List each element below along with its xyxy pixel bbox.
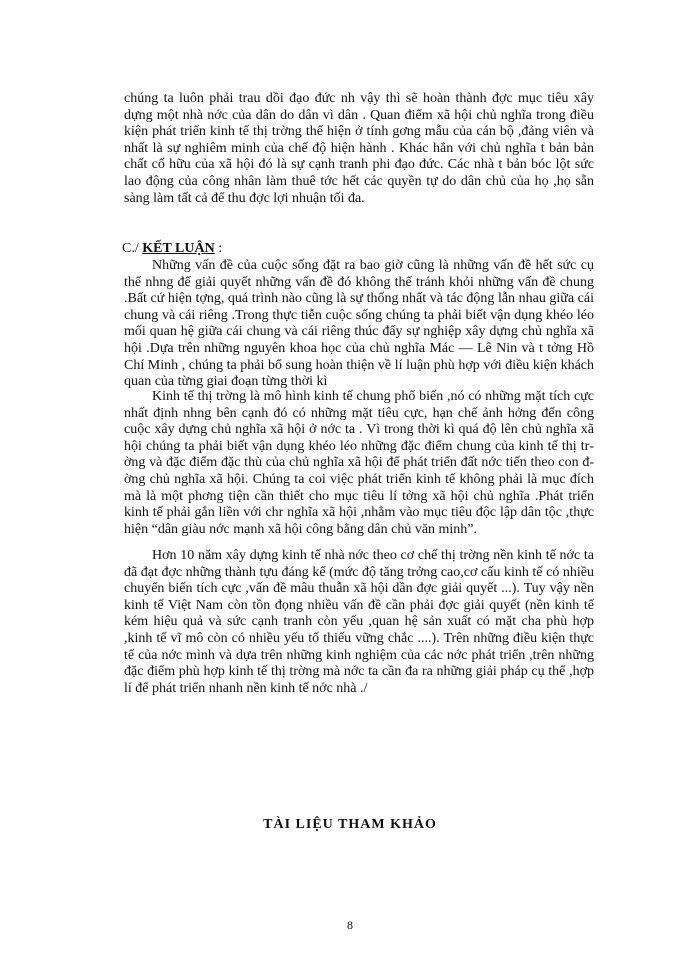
paragraph-3: Hơn 10 năm xây dựng kinh tế nhà nớc theo cơ chế thị trờng nền kinh tế nớc ta đã đạt đợc những thành tựu đáng kể (mức độ tăng trởng cao,cơ cấu kinh tế có nhiều chuyển biến tích cực ,vấn đề mâu thuẫn xã hội dần đợc giải quyết ...). Tuy vậy nền kinh tế Việt Nam còn tồn đọng nhiều vấn đề cần phải đợc giải quyết (nền kinh tế kém hiệu quả và sức cạnh tranh còn yếu ,quan hệ sản xuất có mặt cha phù hợp ,kinh tế vĩ mô còn có nhiều yếu tố thiếu vững chắc ....). Trên những điều kiện thực tế của nớc mình và dựa trên những kinh nghiệm của các nớc phát triển ,trên những đặc điểm phù hợp kinh tế thị trờng mà nớc ta cần đa ra những giải pháp cụ thể ,hợp lí để phát triển nhanh nền kinh tế nớc nhà ./ — [124, 548, 594, 696]
references-title: TÀI LIỆU THAM KHẢO — [263, 817, 437, 832]
page-number: 8 — [347, 918, 353, 932]
conclusion-suffix: : — [214, 241, 223, 256]
conclusion-prefix: C./ — [122, 241, 143, 256]
paragraph-top: chúng ta luôn phải trau dồi đạo đức nh vậy thì sẽ hoàn thành đợc mục tiêu xây dựng một nhà nớc của dân do dân vì dân . Quan điểm xã hội chủ nghĩa trong điều kiện phát triển kinh tế thị trờng thể hiện ở tính gơng mẫu của cán bộ ,đảng viên và nhất là sự nghiêm minh của chế độ hiện hành . Khác hẳn với chủ nghĩa t bản bản chất cố hữu của xã hội đó là sự cạnh tranh phi đạo đức. Các nhà t bản bóc lột sức lao động của công nhân làm thuê tớc hết các quyền tự do dân chủ của họ ,họ sẵn sàng làm tất cả để thu đợc lợi nhuận tối đa. — [124, 91, 594, 206]
paragraph-1: Những vấn đề của cuộc sống đặt ra bao giờ cũng là những vấn đề hết sức cụ thể nhng để giải quyết những vấn đề đó không thể tránh khỏi những vấn đề chung .Bất cứ hiện tợng, quá trình nào cũng là sự thống nhất và tác động lẫn nhau giữa cái chung và cái riêng .Trong thực tiễn cuộc sống chúng ta phải biết vận dụng khéo léo mối quan hệ giữa cái chung và cái riêng thúc đẩy sự nghiệp xây dựng chủ nghĩa xã hội .Dựa trên những nguyên khoa học của chủ nghĩa Mác — Lê Nin và t tởng Hồ Chí Minh , chúng ta phải bổ sung hoàn thiện về lí luận phù hợp với điều kiện khách quan của từng giai đoạn từng thời kì — [124, 258, 594, 390]
conclusion-label: KẾT LUẬN — [142, 241, 215, 256]
conclusion-heading — [122, 241, 222, 257]
paragraph-2: Kinh tế thị trờng là mô hình kinh tế chung phổ biến ,nó có những mặt tích cực nhất định nhng bên cạnh đó có những mặt tiêu cực, hạn chế ảnh hởng đến công cuộc xây dựng chủ nghĩa xã hội ở nớc ta . Vì trong thời kì quá độ lên chủ nghĩa xã hội chúng ta phải biết vận dụng khéo léo những đặc điểm chung của kinh tế thị trờng và đặc điểm đặc thù của chủ nghĩa xã hội để phát triển đất nớc tiến theo con đờng chủ nghĩa xã hội. Chúng ta coi việc phát triển kinh tế không phải là mục đích mà là một phơng tiện cần thiết cho mục tiêu lí tởng xã hội chủ nghĩa .Phát triển kinh tế phải gắn liền với chr nghĩa xã hội ,nhằm vào mục tiêu độc lập dân tộc ,thực hiện “dân giàu nớc mạnh xã hội công bằng dân chủ văn minh”. — [124, 389, 594, 537]
